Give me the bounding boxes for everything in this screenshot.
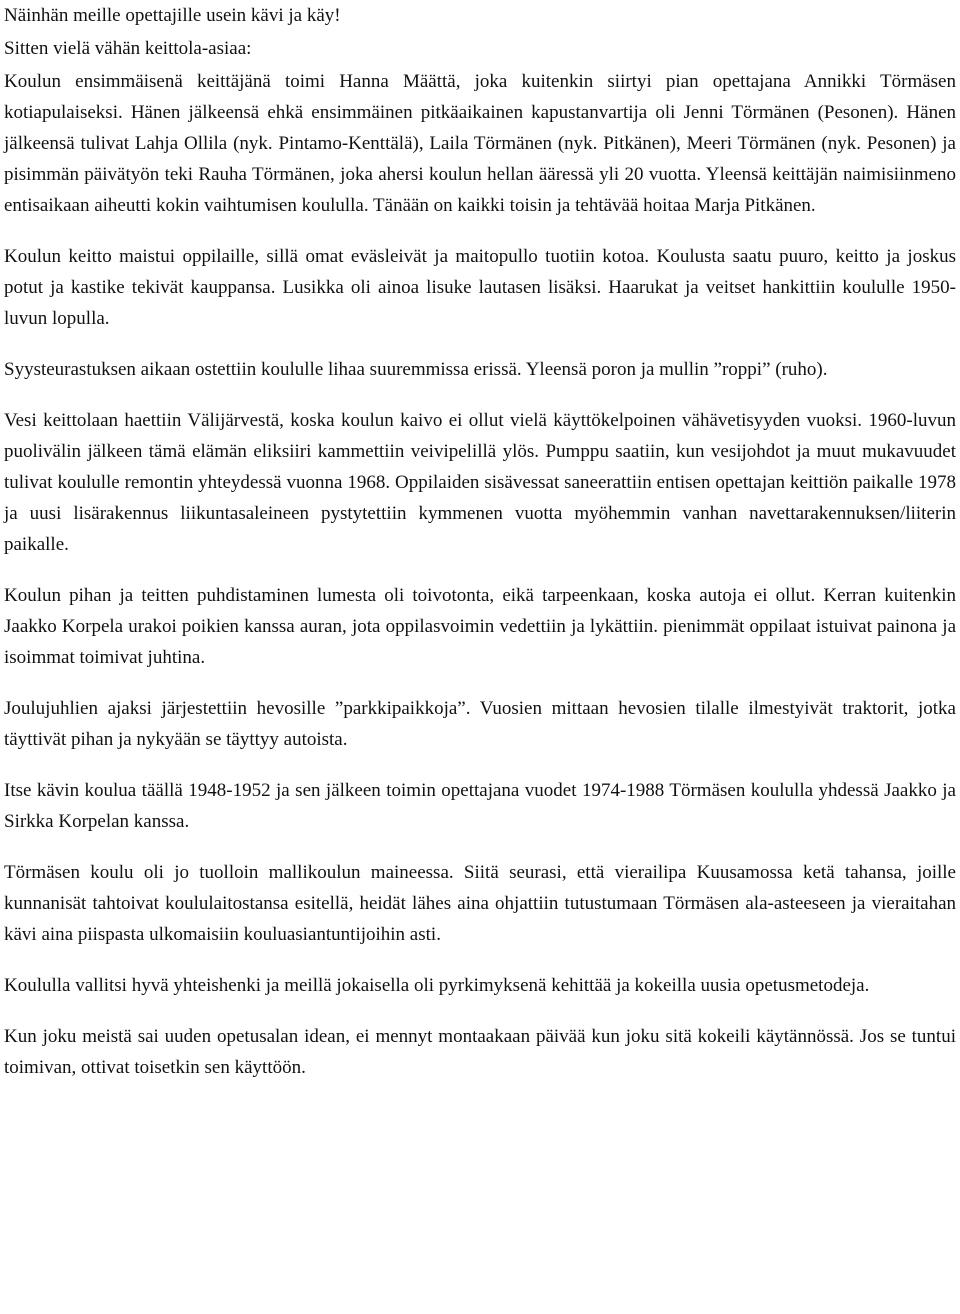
paragraph-slaughter: Syysteurastuksen aikaan ostettiin koululle lihaa suuremmissa erissä. Yleensä poron ja mullin ”roppi” (ruho). [4,359,828,380]
paragraph-cooks: Koulun ensimmäisenä keittäjänä toimi Hanna Määttä, joka kuitenkin siirtyi pian opettajana Annikki Törmäsen kotiapulaiseksi. Hänen jälkeensä ehkä ensimmäinen pitkäaikainen kapustanvartija oli Jenni Törmänen (Pesonen). Hänen jälkeensä tulivat Lahja Ollila (nyk. Pintamo-Kenttälä), Laila Törmänen (nyk. Pitkänen), Meeri Törmänen (nyk. Pesonen) ja pisimmän päivätyön teki Rauha Törmänen, joka ahersi koulun hellan ääressä yli 20 vuotta. Yleensä keittäjän naimisiinmeno entisaikaan aiheutti kokin vaihtumisen koululla. Tänään on kaikki toisin ja tehtävää hoitaa Marja Pitkänen. [4,71,956,216]
paragraph-intro: Näinhän meille opettajille usein kävi ja käy! [4,5,341,26]
paragraph-water: Vesi keittolaan haettiin Välijärvestä, koska koulun kaivo ei ollut vielä käyttökelpoinen vähävetisyyden vuoksi. 1960-luvun puolivälin jälkeen tämä elämän eliksiiri kammettiin veivipelillä ylös. Pumppu saatiin, kun vesijohdot ja muut mukavuudet tulivat koululle remontin yhteydessä vuonna 1968. Oppilaiden sisävessat saneerattiin entisen opettajan keittiön paikalle 1978 ja uusi lisärakennus liikuntasaleineen pystytettiin kymmenen vuotta myöhemmin vanhan navettarakennuksen/liiterin paikalle. [4,410,956,555]
paragraph-kitchen-heading: Sitten vielä vähän keittola-asiaa: [4,38,252,59]
paragraph-model-school: Törmäsen koulu oli jo tuolloin mallikoulun maineessa. Siitä seurasi, että vierailipa Kuusamossa ketä tahansa, joille kunnanisät tahtoivat koululaitostansa esitellä, heidät lähes aina ohjattiin tutustumaan Törmäsen ala-asteeseen ja vieraitahan kävi aina piispasta ulkomaisiin kouluasiantuntijoihin asti. [4,862,956,945]
paragraph-soup: Koulun keitto maistui oppilaille, sillä omat eväsleivät ja maitopullo tuotiin kotoa. Koulusta saatu puuro, keitto ja joskus potut ja kastike tekivät kauppansa. Lusikka oli ainoa lisuke lautasen lisäksi. Haarukat ja veitset hankittiin koululle 1950-luvun lopulla. [4,246,956,329]
paragraph-christmas: Joulujuhlien ajaksi järjestettiin hevosille ”parkkipaikkoja”. Vuosien mittaan hevosien tilalle ilmestyivät traktorit, jotka täyttivät pihan ja nykyään se täyttyy autoista. [4,698,956,750]
document-page [4,0,956,1083]
paragraph-snow: Koulun pihan ja teitten puhdistaminen lumesta oli toivotonta, eikä tarpeenkaan, koska autoja ei ollut. Kerran kuitenkin Jaakko Korpela urakoi poikien kanssa auran, jota oppilasvoimin vedettiin ja lykättiin. pienimmät oppilaat istuivat painona ja isoimmat toimivat juhtina. [4,585,956,668]
paragraph-own-school: Itse kävin koulua täällä 1948-1952 ja sen jälkeen toimin opettajana vuodet 1974-1988 Törmäsen koululla yhdessä Jaakko ja Sirkka Korpelan kanssa. [4,780,956,832]
paragraph-team-spirit: Koululla vallitsi hyvä yhteishenki ja meillä jokaisella oli pyrkimyksenä kehittää ja kokeilla uusia opetusmetodeja. [4,975,870,996]
paragraph-new-ideas: Kun joku meistä sai uuden opetusalan idean, ei mennyt montaakaan päivää kun joku sitä kokeili käytännössä. Jos se tuntui toimivan, ottivat toisetkin sen käyttöön. [4,1026,956,1078]
